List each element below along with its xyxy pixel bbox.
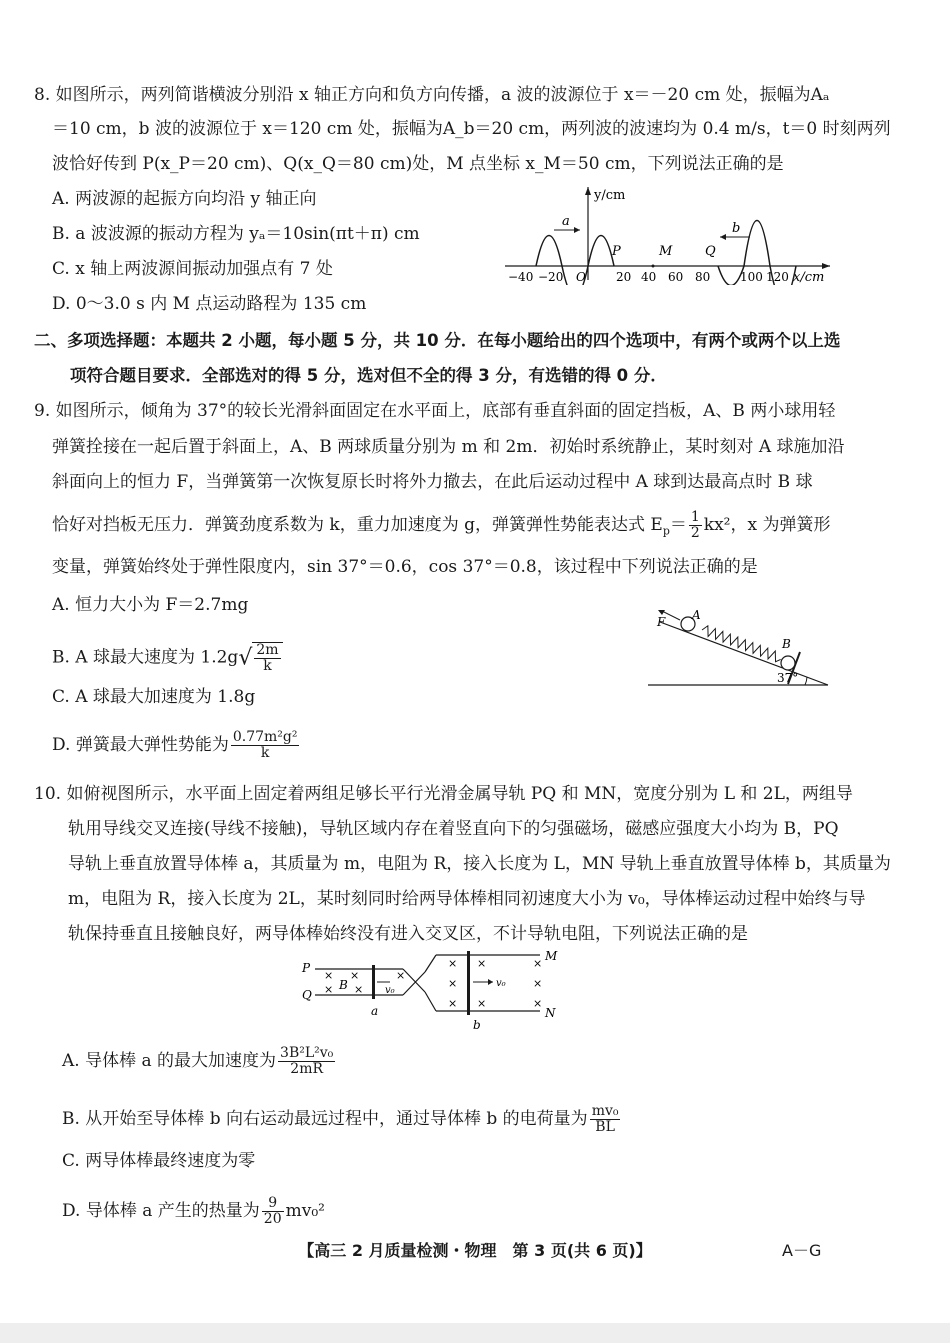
page-bottom-edge (0, 1323, 950, 1343)
q9-sqrt-den: k (263, 658, 272, 674)
angle-label: 37° (777, 671, 799, 685)
q10-option-a-den: 2mR (290, 1061, 324, 1077)
wire-to-n (425, 992, 436, 1011)
tick-120: 120 (766, 270, 789, 284)
wave-a-arrowhead-icon (574, 227, 580, 233)
q10-option-a-num: 3B²L²v₀ (280, 1045, 334, 1061)
ball-b (781, 656, 795, 670)
label-bar-b: b (473, 1018, 481, 1030)
q10-option-d-den: 20 (263, 1211, 282, 1227)
section2-title-line-2: 项符合题目要求．全部选对的得 5 分，选对但不全的得 3 分，有选错的得 0 分． (70, 366, 667, 385)
field-x-1: × (324, 969, 334, 982)
tick-origin: O (576, 270, 586, 284)
wave-a-label: a (562, 214, 570, 229)
spring (701, 624, 783, 663)
ball-b-label: B (782, 637, 791, 651)
q9-sqrt (238, 642, 282, 674)
q10-stem-line-4: m，电阻为 R，接入长度为 2L，某时刻同时给两导体棒相同初速度大小为 v₀，导体棒运动过程中始终与导 (68, 889, 866, 909)
q9-stem-line-3: 斜面向上的恒力 F，当弹簧第一次恢复原长时将外力撤去，在此后运动过程中 A 球到达最高点时 B 球 (52, 472, 813, 492)
tick-100: 100 (740, 270, 763, 284)
q8-wave-figure (500, 185, 835, 285)
tick-80: 80 (695, 270, 711, 284)
q10-stem-line-2: 轨用导线交叉连接(导线不接触)，导轨区域内存在着竖直向下的匀强磁场，磁感应强度大小均为 B，PQ (68, 819, 839, 839)
field-x-10: × (477, 997, 487, 1010)
field-x-2: × (350, 969, 360, 982)
sqrt-sign-icon: √ (238, 645, 253, 671)
incline-surface (660, 622, 828, 685)
q10-option-a-fraction (278, 1046, 335, 1077)
bar-b-v0-label: v₀ (496, 978, 506, 989)
x-axis-label: x/cm (793, 270, 825, 285)
field-x-7: × (448, 977, 458, 990)
tick-60: 60 (668, 270, 684, 284)
q10-stem-line-1: 10. 如俯视图所示，水平面上固定着两组足够长平行光滑金属导轨 PQ 和 MN，宽度分别为 L 和 2L，两组导 (34, 784, 853, 804)
q9-option-b-prefix: B. A 球最大速度为 1.2g (52, 647, 239, 668)
q9-option-d-num: 0.77m²g² (232, 729, 298, 745)
q10-option-b-num: mv₀ (591, 1103, 619, 1119)
q10-option-b-den: BL (595, 1119, 615, 1135)
q9-stem-line-4-a: 恰好对挡板无压力．弹簧劲度系数为 k，重力加速度为 g，弹簧弹性势能表达式 E (52, 515, 663, 535)
wire-to-m (425, 955, 436, 972)
q9-option-a[interactable]: A. 恒力大小为 F＝2.7mg (52, 595, 249, 615)
label-m: M (545, 949, 558, 963)
label-n: N (545, 1006, 556, 1020)
bar-b-arrowhead-icon (488, 979, 493, 985)
q10-option-b[interactable] (62, 1104, 622, 1135)
q9-stem-line-4-c: kx²，x 为弹簧形 (703, 515, 831, 535)
q10-option-b-fraction (590, 1104, 621, 1135)
label-b-field: B (339, 978, 348, 992)
q10-option-d-prefix: D. 导体棒 a 产生的热量为 (62, 1201, 260, 1221)
q9-option-d-fraction (231, 730, 300, 761)
field-x-6: × (448, 957, 458, 970)
y-axis-arrow-icon (585, 187, 591, 195)
force-label: F (657, 615, 666, 629)
q10-stem-line-5: 轨保持垂直且接触良好，两导体棒始终没有进入交叉区，不计导轨电阻，下列说法正确的是 (68, 924, 748, 944)
x-axis-arrow-icon (822, 263, 830, 269)
angle-arc (805, 677, 807, 685)
tick-40: 40 (641, 270, 657, 284)
q10-rails-figure (290, 945, 580, 1030)
q9-half-num: 1 (690, 509, 700, 525)
label-bar-a: a (371, 1004, 379, 1018)
field-x-3: × (324, 983, 334, 996)
q8-option-b[interactable]: B. a 波波源的振动方程为 yₐ＝10sin(πt＋π) cm (52, 224, 420, 244)
tick-neg20: −20 (538, 270, 564, 284)
q10-stem-line-3: 导轨上垂直放置导体棒 a，其质量为 m，电阻为 R，接入长度为 L，MN 导轨上垂直放置导体棒 b，其质量为 (68, 854, 891, 874)
crossing-wires (403, 969, 425, 995)
wave-b-label: b (732, 221, 741, 236)
section2-title-line-1: 二、多项选择题：本题共 2 小题，每小题 5 分，共 10 分．在每小题给出的四个选项中，有两个或两个以上选 (34, 331, 841, 350)
field-x-9: × (477, 957, 487, 970)
y-axis-label: y/cm (594, 188, 626, 203)
q10-option-a[interactable] (62, 1046, 337, 1077)
q9-stem-line-4-eq: ＝ (669, 515, 687, 535)
q10-option-d-suffix: mv₀² (285, 1201, 325, 1221)
wave-b-arrowhead-icon (720, 234, 726, 240)
q9-half-fraction (689, 510, 702, 541)
bar-a-v0-label: v₀ (385, 985, 395, 996)
q9-option-d-den: k (260, 745, 270, 761)
q9-half-den: 2 (690, 525, 700, 541)
point-p-label: P (612, 244, 621, 259)
q8-stem-line-1: 8. 如图所示，两列简谐横波分别沿 x 轴正方向和负方向传播，a 波的波源位于 x＝－20 cm 处，振幅为Aₐ (34, 85, 830, 105)
q9-stem-line-5: 变量，弹簧始终处于弹性限度内，sin 37°＝0.6，cos 37°＝0.8，该过程中下列说法正确的是 (52, 557, 758, 577)
q9-incline-figure (640, 610, 840, 695)
q8-option-c[interactable]: C. x 轴上两波源间振动加强点有 7 处 (52, 259, 333, 279)
q9-energy-subscript: p (662, 524, 670, 538)
q8-option-a[interactable]: A. 两波源的起振方向均沿 y 轴正向 (52, 189, 317, 209)
point-m-label: M (659, 244, 673, 259)
field-x-11: × (533, 957, 543, 970)
q9-option-b[interactable] (52, 642, 283, 674)
bar-a (372, 965, 375, 999)
page-footer-title: 【高三 2 月质量检测・物理 第 3 页(共 6 页)】 (298, 1241, 652, 1260)
field-x-4: × (354, 983, 364, 996)
q9-sqrt-num: 2m (256, 642, 279, 658)
tick-neg40: −40 (508, 270, 534, 284)
tick-20: 20 (616, 270, 632, 284)
field-x-8: × (448, 997, 458, 1010)
q9-stem-line-1: 9. 如图所示，倾角为 37°的较长光滑斜面固定在水平面上，底部有垂直斜面的固定挡板，A、B 两小球用轻 (34, 401, 836, 421)
field-x-13: × (533, 997, 543, 1010)
q10-option-b-prefix: B. 从开始至导体棒 b 向右运动最远过程中，通过导体棒 b 的电荷量为 (62, 1109, 588, 1129)
field-x-5: × (396, 969, 406, 982)
q10-option-c[interactable]: C. 两导体棒最终速度为零 (62, 1151, 256, 1171)
q9-option-d[interactable] (52, 730, 301, 761)
q10-option-d-num: 9 (262, 1196, 284, 1212)
ball-a-label: A (692, 610, 701, 622)
point-m-dot (652, 265, 655, 268)
q9-option-d-prefix: D. 弹簧最大弹性势能为 (52, 735, 229, 755)
label-q: Q (302, 988, 312, 1002)
q10-option-a-prefix: A. 导体棒 a 的最大加速度为 (62, 1051, 277, 1071)
q9-option-c[interactable]: C. A 球最大加速度为 1.8g (52, 687, 256, 707)
q9-stem-line-2: 弹簧拴接在一起后置于斜面上，A、B 两球质量分别为 m 和 2m．初始时系统静止，某时刻对 A 球施加沿 (52, 437, 845, 457)
label-p: P (302, 961, 311, 975)
point-q-label: Q (705, 244, 716, 259)
q9-stem-line-4 (52, 510, 830, 542)
bar-b (467, 951, 470, 1015)
field-x-12: × (533, 977, 543, 990)
q8-stem-line-3: 波恰好传到 P(x_P＝20 cm)、Q(x_Q＝80 cm)处，M 点坐标 x_M＝50 cm，下列说法正确的是 (52, 154, 784, 174)
q8-option-d[interactable]: D. 0～3.0 s 内 M 点运动路程为 135 cm (52, 294, 367, 314)
q10-option-d[interactable] (62, 1196, 325, 1227)
q8-stem-line-2: ＝10 cm，b 波的波源位于 x＝120 cm 处，振幅为A_b＝20 cm，两列波的波速均为 0.4 m/s，t＝0 时刻两列 (52, 119, 891, 139)
q10-option-d-fraction (262, 1196, 284, 1227)
page-footer-code: A－G (782, 1241, 822, 1260)
